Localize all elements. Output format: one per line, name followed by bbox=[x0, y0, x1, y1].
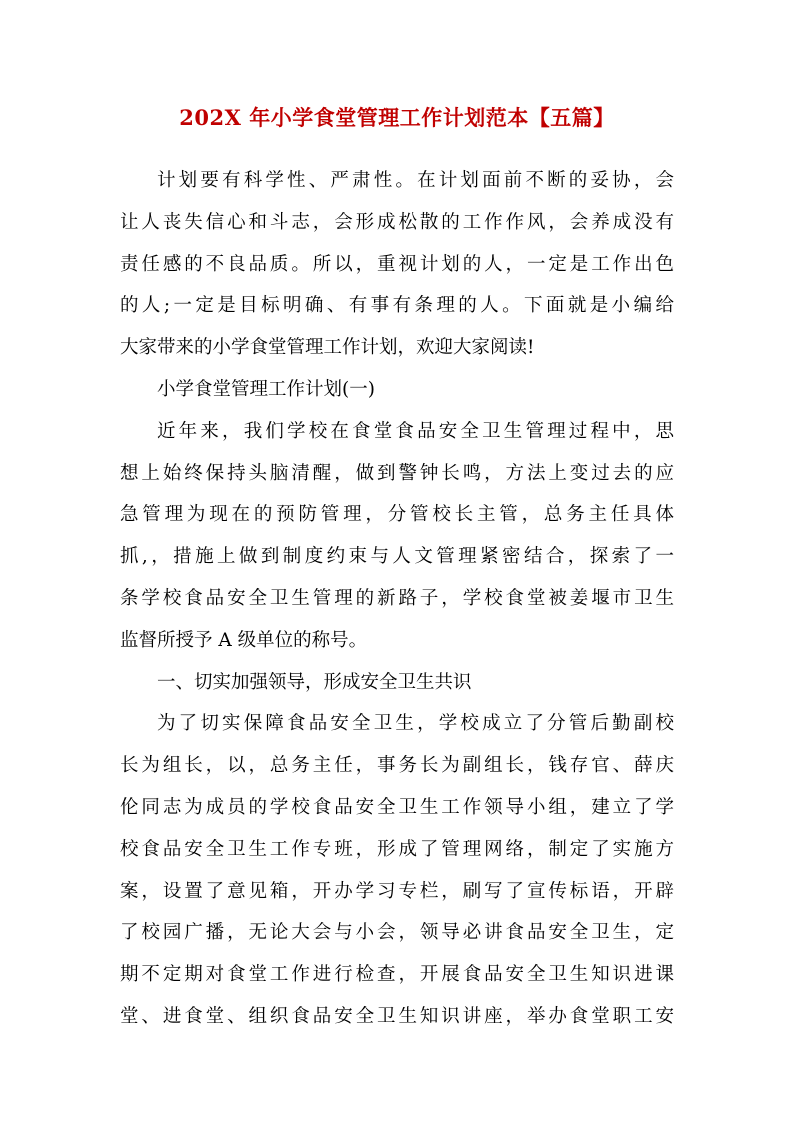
body-text-line: 急管理为现在的预防管理，分管校长主管，总务主任具体 bbox=[120, 504, 674, 526]
body-text-line: 近年来，我们学校在食堂食品安全卫生管理过程中，思 bbox=[157, 420, 674, 442]
document-title: 202X 年小学食堂管理工作计划范本【五篇】 bbox=[179, 105, 615, 130]
body-text-line: 伦同志为成员的学校食品安全卫生工作领导小组，建立了学 bbox=[120, 796, 674, 818]
body-text-line: 抓,，措施上做到制度约束与人文管理紧密结合，探索了一 bbox=[120, 546, 674, 568]
body-text-line: 长为组长，以，总务主任，事务长为副组长，钱存官、薛庆 bbox=[120, 755, 674, 777]
body-text-line: 堂、进食堂、组织食品安全卫生知识讲座，举办食堂职工安 bbox=[120, 1005, 674, 1027]
body-text-line: 让人丧失信心和斗志，会形成松散的工作作风，会养成没有 bbox=[120, 211, 674, 233]
body-text-line: 责任感的不良品质。所以，重视计划的人，一定是工作出色 bbox=[120, 253, 674, 275]
body-text-line: 一、切实加强领导，形成安全卫生共识 bbox=[157, 671, 472, 693]
body-text-line: 的人;一定是目标明确、有事有条理的人。下面就是小编给 bbox=[120, 295, 674, 317]
body-text-line: 为了切实保障食品安全卫生，学校成立了分管后勤副校 bbox=[157, 713, 674, 735]
body-text-line: 校食品安全卫生工作专班，形成了管理网络，制定了实施方 bbox=[120, 838, 674, 860]
body-text-line: 计划要有科学性、严肃性。在计划面前不断的妥协，会 bbox=[157, 170, 674, 191]
document-body bbox=[120, 160, 674, 1038]
body-text-line: 条学校食品安全卫生管理的新路子，学校食堂被姜堰市卫生 bbox=[120, 587, 674, 609]
body-text-line: 期不定期对食堂工作进行检查，开展食品安全卫生知识进课 bbox=[120, 964, 674, 986]
body-text-line: 大家带来的小学食堂管理工作计划，欢迎大家阅读! bbox=[120, 337, 535, 359]
body-text-line: 监督所授予 A 级单位的称号。 bbox=[120, 629, 368, 651]
body-text-line: 小学食堂管理工作计划(一) bbox=[157, 378, 375, 400]
body-text-line: 想上始终保持头脑清醒，做到警钟长鸣，方法上变过去的应 bbox=[120, 462, 674, 484]
body-text-line: 了校园广播，无论大会与小会，领导必讲食品安全卫生，定 bbox=[120, 922, 674, 944]
body-text-line: 案，设置了意见箱，开办学习专栏，刷写了宣传标语，开辟 bbox=[120, 880, 674, 902]
